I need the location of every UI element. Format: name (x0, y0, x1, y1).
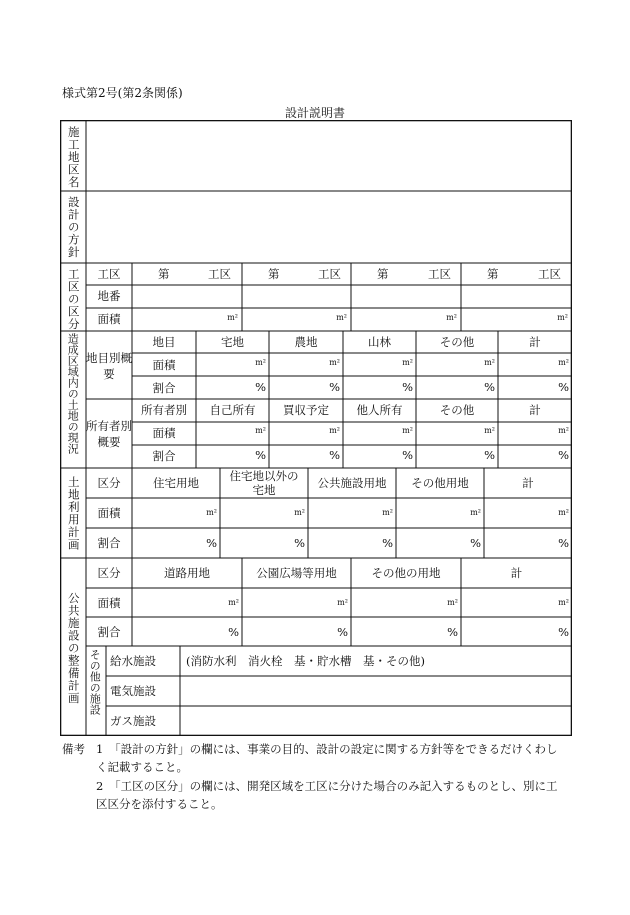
chimoku-unit-1: m² (255, 358, 266, 367)
chimoku-head-5: 計 (529, 335, 541, 349)
chimoku-head-0: 地目 (152, 335, 176, 349)
public-unit-4: m² (558, 598, 569, 607)
chimoku-unit-3: m² (402, 358, 413, 367)
public-pct-4: % (558, 625, 569, 639)
design-description-table (60, 120, 572, 736)
remarks-label: 備考 (62, 742, 85, 756)
owner-unit-3: m² (402, 426, 413, 435)
owner-area-label: 面積 (152, 426, 176, 440)
kouku-2-dai: 第 (268, 267, 280, 281)
chimoku-head-3: 山林 (368, 335, 391, 349)
remark-2 (62, 777, 582, 814)
owner-head-0: 所有者別 (141, 403, 187, 417)
landuse-pct-2: % (294, 536, 305, 550)
public-unit-1: m² (228, 598, 239, 607)
public-head-1: 道路用地 (164, 566, 210, 580)
chimoku-area-label: 面積 (152, 358, 176, 372)
owner-ratio-label: 割合 (152, 449, 176, 463)
kouku-area-label: 面積 (97, 312, 121, 326)
owner-pct-2: % (329, 448, 340, 462)
landuse-pct-4: % (470, 536, 481, 550)
landuse-unit-4: m² (470, 508, 481, 517)
landuse-unit-1: m² (206, 508, 217, 517)
policy-label: 設計の方針 (66, 196, 81, 259)
electric-label: 電気施設 (110, 684, 156, 698)
landuse-ratio-label: 割合 (97, 536, 121, 550)
owner-pct-4: % (484, 448, 495, 462)
chimoku-unit-2: m² (329, 358, 340, 367)
landuse-head-3: 公共施設用地 (317, 476, 387, 490)
owner-pct-3: % (402, 448, 413, 462)
public-ratio-label: 割合 (97, 625, 121, 639)
owner-unit-1: m² (255, 426, 266, 435)
public-facilities-label: 公共施設の整備計画 (66, 592, 81, 705)
owner-pct-1: % (255, 448, 266, 462)
chimoku-head-2: 農地 (294, 335, 318, 349)
landuse-head-4: その他用地 (411, 476, 469, 490)
kouku-2-ku: 工区 (318, 267, 341, 281)
water-supply-label: 給水施設 (110, 654, 156, 668)
owner-unit-5: m² (558, 426, 569, 435)
landuse-pct-3: % (382, 536, 393, 550)
land-status-label: 造成区域内の土地の現況 (66, 333, 80, 454)
kouku-3-dai: 第 (377, 267, 389, 281)
landuse-pct-5: % (558, 536, 569, 550)
public-head-3: その他の用地 (371, 566, 441, 580)
kouku-4-unit: m² (557, 313, 568, 322)
kouku-1-unit: m² (227, 313, 238, 322)
landuse-pct-1: % (206, 536, 217, 550)
land-use-label: 土地利用計画 (66, 476, 81, 551)
form-number: 様式第2号(第2条関係) (62, 86, 183, 100)
land-category-group-label: 地目別概要 (86, 351, 132, 382)
kouku-3-unit: m² (446, 313, 457, 322)
kouku-4-ku: 工区 (538, 267, 561, 281)
chimoku-pct-5: % (558, 380, 569, 394)
chimoku-pct-4: % (484, 380, 495, 394)
public-pct-1: % (228, 625, 239, 639)
chimoku-unit-4: m² (484, 358, 495, 367)
public-unit-3: m² (447, 598, 458, 607)
chimoku-head-4: その他 (439, 335, 475, 349)
chimoku-pct-1: % (255, 380, 266, 394)
remark-1 (62, 740, 582, 777)
landuse-unit-2: m² (294, 508, 305, 517)
other-facilities-label: その他の施設 (88, 649, 102, 715)
landuse-unit-3: m² (382, 508, 393, 517)
chimoku-ratio-label: 割合 (152, 381, 176, 395)
owner-head-3: 他人所有 (356, 403, 403, 417)
public-unit-2: m² (337, 598, 348, 607)
lot-number-label: 地番 (97, 289, 121, 303)
water-supply-detail: (消防水利 消火栓 基・貯水槽 基・その他) (186, 654, 425, 668)
document-title: 設計説明書 (284, 106, 345, 120)
owner-unit-4: m² (484, 426, 495, 435)
chimoku-head-1: 宅地 (221, 335, 244, 349)
kouku-4-dai: 第 (487, 267, 499, 281)
chimoku-pct-2: % (329, 380, 340, 394)
landuse-area-label: 面積 (97, 506, 121, 520)
owner-head-5: 計 (529, 403, 541, 417)
public-pct-2: % (337, 625, 348, 639)
public-head-0: 区分 (97, 566, 121, 580)
kouku-3-ku: 工区 (428, 267, 451, 281)
remark-2-text: 2 「工区の区分」の欄には、開発区域を工区に分けた場合のみ記入するものとし、別に工区区分を添付すること。 (96, 778, 558, 812)
chimoku-unit-5: m² (558, 358, 569, 367)
kouku-1-ku: 工区 (208, 267, 231, 281)
kouku-2-unit: m² (336, 313, 347, 322)
owner-pct-5: % (558, 448, 569, 462)
public-head-2: 公園広場等用地 (256, 566, 337, 580)
kouku-row-label: 工区 (97, 267, 121, 281)
remarks (62, 740, 582, 814)
owner-head-1: 自己所有 (209, 403, 256, 417)
owner-head-4: その他 (439, 403, 475, 417)
landuse-head-2: 住宅地以外の宅地 (229, 469, 299, 497)
landuse-head-5: 計 (522, 476, 534, 490)
remark-1-text: 1 「設計の方針」の欄には、事業の目的、設計の設定に関する方針等をできるだけくわしく記載すること。 (96, 742, 558, 775)
owner-unit-2: m² (329, 426, 340, 435)
public-pct-3: % (447, 625, 458, 639)
public-area-label: 面積 (97, 596, 121, 610)
owner-group-label: 所有者別概要 (86, 419, 132, 450)
chimoku-pct-3: % (402, 380, 413, 394)
landuse-head-1: 住宅用地 (153, 476, 199, 490)
work-division-label: 工区の区分 (66, 268, 81, 331)
landuse-unit-5: m² (558, 508, 569, 517)
kouku-1-dai: 第 (158, 267, 170, 281)
public-head-4: 計 (510, 566, 523, 580)
owner-head-2: 買収予定 (283, 403, 329, 417)
gas-label: ガス施設 (110, 714, 156, 728)
landuse-head-0: 区分 (97, 476, 121, 490)
area-name-label: 施工地区名 (66, 126, 81, 189)
